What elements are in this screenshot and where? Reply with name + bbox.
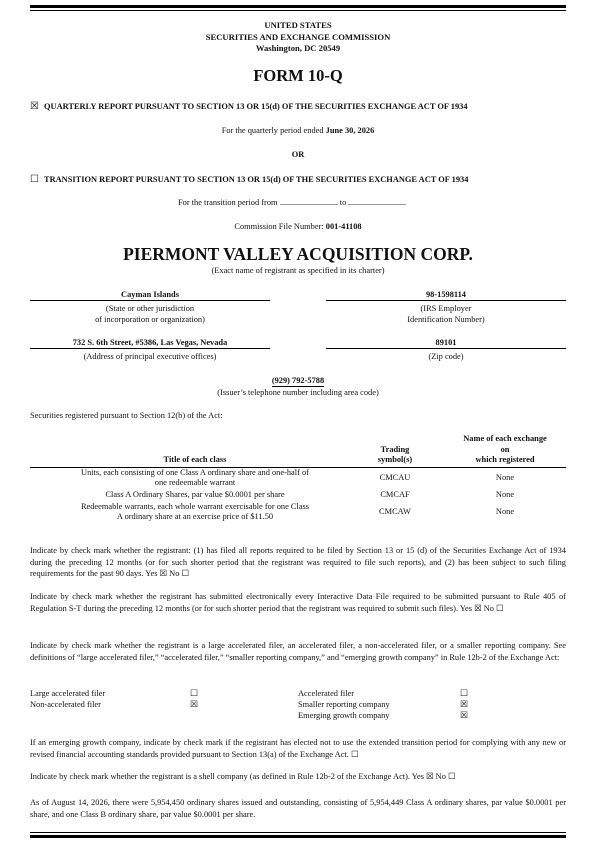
row-symbol: CMCAU [379, 473, 411, 483]
table-row [30, 467, 566, 489]
phone-caption: (Issuer’s telephone number including area code) [217, 388, 379, 397]
transition-prefix: For the transition period from [178, 198, 278, 207]
commission-number: 001-41108 [325, 222, 362, 231]
row-title: Redeemable warrants, each whole warrant exercisable for one Class A ordinary share at an exercise price of $11.50 [80, 502, 310, 521]
header-line-2: SECURITIES AND EXCHANGE COMMISSION [205, 31, 391, 42]
table-row [30, 501, 566, 523]
header-line-3: Washington, DC 20549 [255, 43, 341, 53]
state-caption-2: of incorporation or organization) [95, 315, 205, 324]
phone-field [0, 376, 596, 398]
transition-report-row [30, 174, 570, 185]
or-separator: OR [291, 150, 305, 159]
large-accelerated-label: Large accelerated filer [30, 689, 106, 698]
transition-label: TRANSITION REPORT PURSUANT TO SECTION 13 OR 15(d) OF THE SECURITIES EXCHANGE ACT OF 1934 [44, 175, 469, 184]
form-title: FORM 10-Q [253, 66, 343, 85]
smaller-reporting-label: Smaller reporting company [298, 700, 390, 709]
zip-field [326, 338, 566, 362]
securities-table [30, 434, 566, 523]
quarterly-label: QUARTERLY REPORT PURSUANT TO SECTION 13 OR 15(d) OF THE SECURITIES EXCHANGE ACT OF 1934 [44, 102, 468, 111]
accelerated-label: Accelerated filer [298, 689, 355, 698]
non-accelerated-checkbox[interactable]: ☒ [190, 699, 199, 709]
row-exchange: None [495, 473, 515, 483]
irs-value: 98-1598114 [326, 290, 566, 301]
header-trading-symbol: Trading symbol(s) [360, 434, 430, 467]
table-row [30, 489, 566, 501]
zip-value: 89101 [326, 338, 566, 349]
commission-file-number [0, 222, 596, 231]
irs-field [326, 290, 566, 325]
transition-to-blank [348, 204, 406, 205]
row-symbol: CMCAW [379, 507, 411, 516]
smaller-reporting-checkbox[interactable]: ☒ [460, 699, 469, 709]
top-rule-thin [30, 10, 566, 11]
address-value: 732 S. 6th Street, #5386, Las Vegas, Nevada [30, 338, 270, 349]
accelerated-checkbox[interactable]: ☐ [460, 688, 469, 698]
row-exchange: None [495, 490, 515, 499]
emerging-growth-label: Emerging growth company [298, 711, 390, 720]
emerging-growth-paragraph: If an emerging growth company, indicate by check mark if the registrant has elected not to use the extended transition period for complying with any new or revised financial accounting standards provided pursuant to Section 13(a) of the Exchange Act. ☐ [30, 738, 566, 759]
large-accelerated-checkbox[interactable]: ☐ [190, 688, 199, 698]
transition-from-blank [280, 204, 338, 205]
row-symbol: CMCAF [380, 490, 410, 499]
irs-caption-1: (IRS Employer [420, 304, 472, 313]
address-caption: (Address of principal executive offices) [83, 352, 217, 361]
state-caption-1: (State or other jurisdiction [105, 304, 195, 313]
irs-caption-2: Identification Number) [407, 315, 485, 324]
shares-outstanding-paragraph: As of August 14, 2026, there were 5,954,450 ordinary shares issued and outstanding, consisting of 5,954,449 Class A ordinary shares, par value $0.0001 per share, and one Class B ordinary share, par value $0.0001 per share. [30, 798, 566, 819]
bottom-rule-thick [30, 835, 566, 838]
row-title: Units, each consisting of one Class A ordinary share and one-half of one redeemable warrant [81, 468, 309, 488]
address-field [30, 338, 270, 362]
phone-value: (929) 792-5788 [271, 376, 325, 385]
transition-checkbox[interactable]: ☐ [30, 174, 39, 185]
state-value: Cayman Islands [30, 290, 270, 301]
filer-status-paragraph: Indicate by check mark whether the registrant is a large accelerated filer, an accelerated filer, a non-accelerated filer, or a smaller reporting company. See definitions of “large accelerated filer,” “accelerated filer,” “smaller reporting company,” and “emerging growth company” in Rule 12b-2 of the Exchange Act: [30, 641, 566, 662]
emerging-growth-checkbox[interactable]: ☒ [460, 710, 469, 720]
non-accelerated-label: Non-accelerated filer [30, 700, 101, 709]
securities-table-header [30, 434, 566, 467]
header-exchange: Name of each exchange on which registered [430, 434, 566, 467]
zip-caption: (Zip code) [428, 352, 464, 361]
header-line-1: UNITED STATES [264, 20, 332, 30]
registrant-name: PIERMONT VALLEY ACQUISITION CORP. [123, 244, 473, 264]
registrant-name-caption: (Exact name of registrant as specified in its charter) [211, 266, 385, 275]
quarterly-checkbox[interactable]: ☒ [30, 101, 39, 112]
transition-period [178, 198, 406, 207]
period-prefix: For the quarterly period ended [221, 126, 326, 135]
interactive-data-paragraph: Indicate by check mark whether the registrant has submitted electronically every Interactive Data File required to be submitted pursuant to Rule 405 of Regulation S-T during the preceding 12 months (or for such shorter period that the registrant was required to submit such files). Yes ☒ No ☐ [30, 592, 566, 613]
period-date: June 30, 2026 [325, 126, 375, 135]
row-title: Class A Ordinary Shares, par value $0.0001 per share [105, 490, 285, 499]
transition-to: to [339, 198, 347, 207]
reports-filed-paragraph: Indicate by check mark whether the registrant: (1) has filed all reports required to be filed by Section 13 or 15 (d) of the Securities Exchange Act of 1934 during the preceding 12 months (or for such shorter period that the registrant was required to file such reports), and (2) has been subject to such filing requirements for the past 90 days. Yes ☒ No ☐ [30, 546, 566, 579]
quarterly-report-row [30, 101, 570, 112]
top-rule-thick [30, 5, 566, 8]
securities-intro: Securities registered pursuant to Section 12(b) of the Act: [30, 411, 223, 420]
state-field [30, 290, 270, 325]
header-title-of-class: Title of each class [30, 434, 360, 467]
quarterly-period [0, 126, 596, 135]
agency-header [0, 20, 596, 55]
row-exchange: None [495, 507, 515, 516]
bottom-rule-thin [30, 832, 566, 833]
shell-company-paragraph: Indicate by check mark whether the registrant is a shell company (as defined in Rule 12b-2 of the Exchange Act). Yes ☒ No ☐ [30, 772, 456, 781]
commission-prefix: Commission File Number: [234, 222, 326, 231]
